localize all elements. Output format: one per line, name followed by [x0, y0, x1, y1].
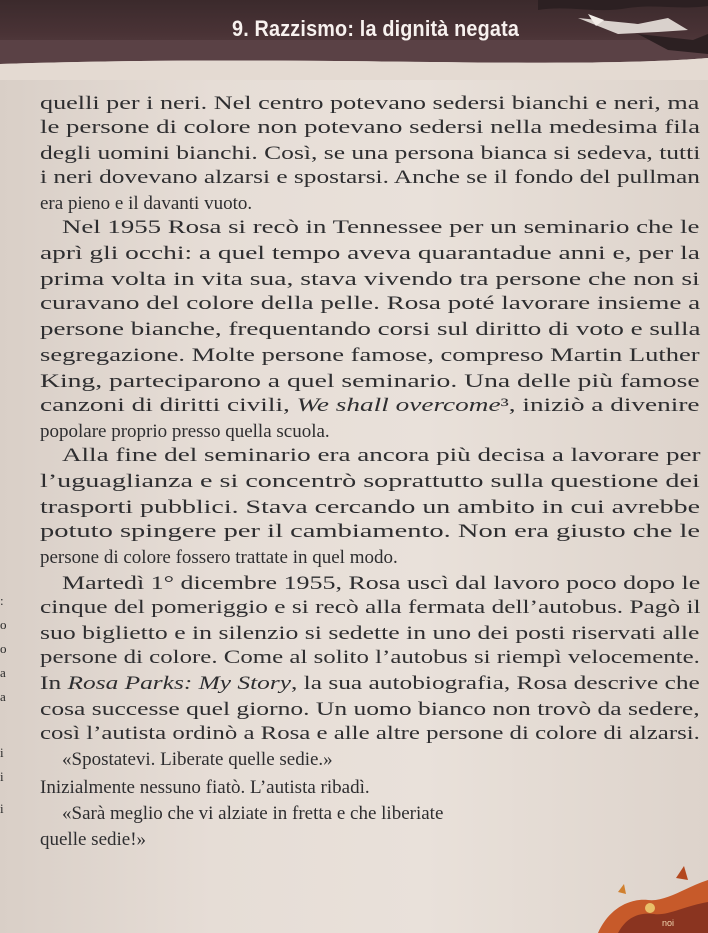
text-line: cinque del pomeriggio e si recò alla fermata dell’autobus. Pagò il — [40, 597, 701, 618]
text-line: Alla fine del seminario era ancora più decisa a lavorare per — [62, 445, 701, 466]
chapter-title: 9. Razzismo: la dignità negata — [232, 16, 520, 41]
margin-mark: o — [0, 617, 7, 632]
text-line: cosa successe quel giorno. Un uomo bianco non trovò da sedere, — [40, 699, 700, 720]
text-line: potuto spingere per il cambiamento. Non era giusto che le — [40, 521, 701, 542]
text-line: «Spostatevi. Liberate quelle sedie.» — [62, 749, 333, 770]
text-line: curavano del colore della pelle. Rosa poté lavorare insieme a — [40, 293, 701, 314]
text-line: le persone di colore non potevano sedersi nella medesima fila — [40, 117, 700, 138]
margin-mark: i — [0, 745, 4, 760]
bird-illustration-icon — [588, 858, 708, 933]
margin-mark: a — [0, 665, 6, 680]
text-line: trasporti pubblici. Stava cercando un ambito in cui avrebbe — [40, 497, 700, 518]
text-line: Martedì 1° dicembre 1955, Rosa uscì dal lavoro poco dopo le — [62, 573, 701, 594]
text-line: Nel 1955 Rosa si recò in Tennessee per un seminario che le — [62, 217, 700, 238]
text-line: segregazione. Molte persone famose, compreso Martin Luther — [40, 345, 700, 366]
margin-mark: i — [0, 769, 4, 784]
text-line: In Rosa Parks: My Story, la sua autobiografia, Rosa descrive che — [40, 673, 700, 694]
decoration-label: noi — [662, 918, 675, 928]
text-line: popolare proprio presso quella scuola. — [40, 421, 330, 442]
text-line: i neri dovevano alzarsi e spostarsi. Anche se il fondo del pullman — [40, 167, 700, 188]
left-margin-marks — [0, 560, 12, 890]
margin-mark: a — [0, 689, 6, 704]
text-line: l’uguaglianza e si concentrò soprattutto sulla questione dei — [40, 471, 700, 492]
margin-mark: o — [0, 641, 7, 656]
text-line: era pieno e il davanti vuoto. — [40, 193, 253, 214]
margin-mark: : — [0, 593, 4, 608]
text-line: persone bianche, frequentando corsi sul diritto di voto e sulla — [40, 319, 701, 340]
text-line: Inizialmente nessuno fiatò. L’autista ribadì. — [40, 777, 370, 798]
text-line: canzoni di diritti civili, We shall overcome³, iniziò a divenire — [40, 395, 700, 416]
text-line: suo biglietto e in silenzio si sedette in uno dei posti riservati alle — [40, 623, 700, 644]
text-line: degli uomini bianchi. Così, se una persona bianca si sedeva, tutti — [40, 143, 701, 164]
text-line: King, parteciparono a quel seminario. Una delle più famose — [40, 371, 700, 392]
text-line: «Sarà meglio che vi alziate in fretta e che liberiate — [62, 803, 444, 824]
text-line: così l’autista ordinò a Rosa e alle altre persone di colore di alzarsi. — [40, 723, 700, 744]
text-line: persone di colore. Come al solito l’autobus si riempì velocemente. — [40, 647, 700, 668]
text-line: persone di colore fossero trattate in quel modo. — [40, 547, 398, 568]
text-line: aprì gli occhi: a quel tempo aveva quarantadue anni e, per la — [40, 243, 700, 264]
text-line: quelle sedie!» — [40, 829, 147, 850]
bird-silhouette-icon — [518, 0, 708, 70]
margin-mark: i — [0, 801, 4, 816]
text-line: prima volta in vita sua, stava vivendo tra persone che non si — [40, 269, 700, 290]
text-line: quelli per i neri. Nel centro potevano sedersi bianchi e neri, ma — [40, 93, 700, 114]
